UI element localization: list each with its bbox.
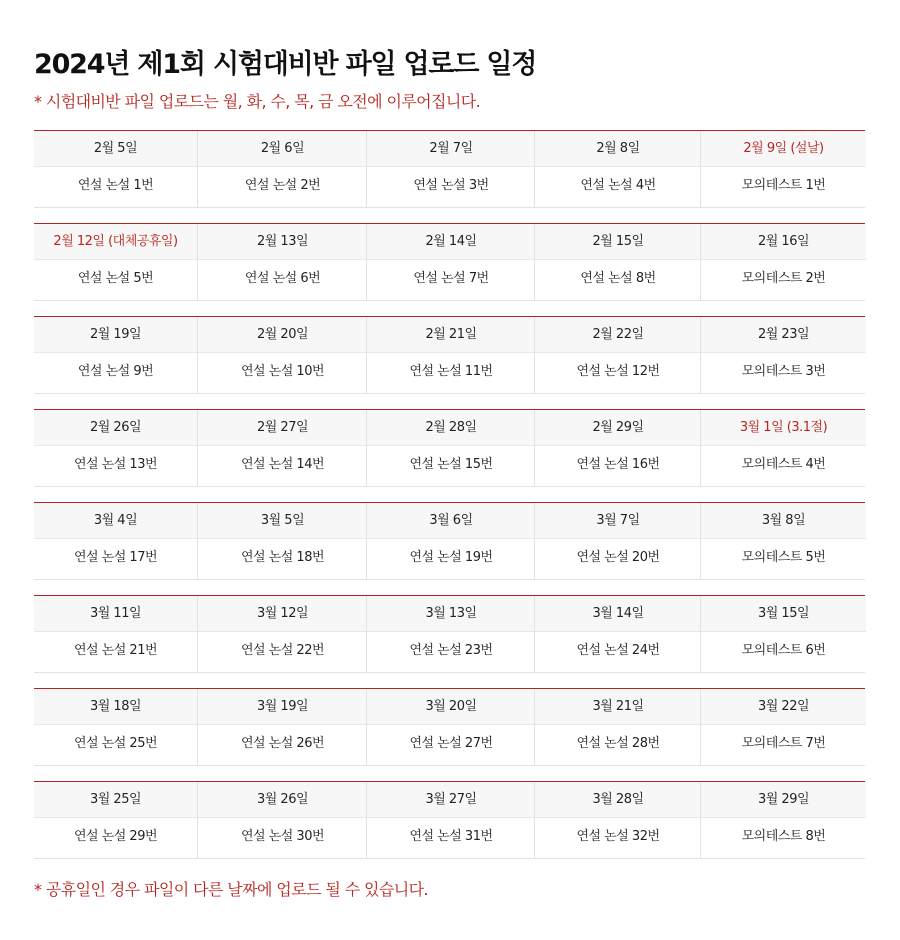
upload-item-label: 연설 논설 4번 (535, 167, 701, 207)
day-cell (366, 503, 535, 579)
day-cell (197, 596, 367, 672)
day-cell (534, 689, 701, 765)
week-row (34, 595, 865, 673)
date-label: 3월 4일 (34, 503, 197, 539)
day-cell (197, 410, 367, 486)
date-label: 2월 19일 (34, 317, 197, 353)
upload-item-label: 모의테스트 3번 (701, 353, 866, 393)
holiday-date-label: 2월 12일 (대체공휴일) (34, 224, 197, 260)
upload-item-label: 연설 논설 2번 (198, 167, 367, 207)
day-cell (366, 596, 535, 672)
holiday-date-label: 3월 1일 (3.1절) (701, 410, 866, 446)
week-row (34, 409, 865, 487)
upload-item-label: 연설 논설 31번 (367, 818, 535, 858)
day-cell (34, 131, 197, 207)
date-label: 2월 20일 (198, 317, 367, 353)
upload-item-label: 연설 논설 20번 (535, 539, 701, 579)
day-cell (197, 317, 367, 393)
day-cell (700, 596, 866, 672)
date-label: 2월 21일 (367, 317, 535, 353)
date-label: 2월 8일 (535, 131, 701, 167)
day-cell (366, 224, 535, 300)
date-label: 3월 27일 (367, 782, 535, 818)
date-label: 3월 19일 (198, 689, 367, 725)
date-label: 2월 6일 (198, 131, 367, 167)
date-label: 2월 14일 (367, 224, 535, 260)
date-label: 2월 15일 (535, 224, 701, 260)
date-label: 3월 15일 (701, 596, 866, 632)
day-cell (534, 782, 701, 858)
holiday-footnote: * 공휴일인 경우 파일이 다른 날짜에 업로드 될 수 있습니다. (34, 880, 428, 899)
day-cell (34, 689, 197, 765)
day-cell (197, 689, 367, 765)
upload-item-label: 연설 논설 12번 (535, 353, 701, 393)
date-label: 3월 20일 (367, 689, 535, 725)
day-cell (34, 503, 197, 579)
upload-item-label: 연설 논설 6번 (198, 260, 367, 300)
day-cell (700, 317, 866, 393)
upload-item-label: 연설 논설 17번 (34, 539, 197, 579)
date-label: 3월 11일 (34, 596, 197, 632)
day-cell (700, 503, 866, 579)
upload-item-label: 연설 논설 26번 (198, 725, 367, 765)
day-cell (366, 782, 535, 858)
day-cell (197, 503, 367, 579)
date-label: 2월 22일 (535, 317, 701, 353)
day-cell (534, 317, 701, 393)
date-label: 3월 22일 (701, 689, 866, 725)
upload-item-label: 연설 논설 30번 (198, 818, 367, 858)
day-cell (34, 782, 197, 858)
upload-item-label: 연설 논설 7번 (367, 260, 535, 300)
day-cell (34, 410, 197, 486)
date-label: 2월 5일 (34, 131, 197, 167)
date-label: 3월 26일 (198, 782, 367, 818)
day-cell (534, 596, 701, 672)
upload-item-label: 연설 논설 27번 (367, 725, 535, 765)
date-label: 3월 25일 (34, 782, 197, 818)
upload-item-label: 연설 논설 15번 (367, 446, 535, 486)
upload-item-label: 연설 논설 21번 (34, 632, 197, 672)
date-label: 2월 7일 (367, 131, 535, 167)
date-label: 3월 21일 (535, 689, 701, 725)
day-cell (366, 131, 535, 207)
day-cell (34, 596, 197, 672)
upload-item-label: 연설 논설 28번 (535, 725, 701, 765)
date-label: 2월 23일 (701, 317, 866, 353)
day-cell (197, 782, 367, 858)
date-label: 2월 16일 (701, 224, 866, 260)
day-cell (534, 410, 701, 486)
week-row (34, 502, 865, 580)
upload-item-label: 연설 논설 22번 (198, 632, 367, 672)
upload-days-note: * 시험대비반 파일 업로드는 월, 화, 수, 목, 금 오전에 이루어집니다. (34, 92, 481, 111)
date-label: 2월 29일 (535, 410, 701, 446)
upload-item-label: 모의테스트 2번 (701, 260, 866, 300)
day-cell (700, 131, 866, 207)
day-cell (534, 503, 701, 579)
date-label: 3월 6일 (367, 503, 535, 539)
upload-item-label: 연설 논설 13번 (34, 446, 197, 486)
upload-item-label: 연설 논설 19번 (367, 539, 535, 579)
day-cell (366, 317, 535, 393)
date-label: 3월 12일 (198, 596, 367, 632)
date-label: 3월 28일 (535, 782, 701, 818)
upload-item-label: 연설 논설 32번 (535, 818, 701, 858)
upload-item-label: 연설 논설 18번 (198, 539, 367, 579)
day-cell (534, 224, 701, 300)
upload-item-label: 연설 논설 25번 (34, 725, 197, 765)
week-row (34, 781, 865, 859)
upload-item-label: 연설 논설 8번 (535, 260, 701, 300)
holiday-date-label: 2월 9일 (설날) (701, 131, 866, 167)
upload-item-label: 연설 논설 5번 (34, 260, 197, 300)
upload-item-label: 모의테스트 5번 (701, 539, 866, 579)
upload-item-label: 연설 논설 14번 (198, 446, 367, 486)
upload-item-label: 연설 논설 16번 (535, 446, 701, 486)
date-label: 3월 13일 (367, 596, 535, 632)
upload-item-label: 연설 논설 24번 (535, 632, 701, 672)
upload-item-label: 모의테스트 4번 (701, 446, 866, 486)
date-label: 3월 7일 (535, 503, 701, 539)
date-label: 2월 13일 (198, 224, 367, 260)
day-cell (366, 410, 535, 486)
week-row (34, 130, 865, 208)
upload-item-label: 연설 논설 9번 (34, 353, 197, 393)
day-cell (534, 131, 701, 207)
upload-item-label: 연설 논설 23번 (367, 632, 535, 672)
date-label: 2월 27일 (198, 410, 367, 446)
day-cell (700, 410, 866, 486)
upload-item-label: 모의테스트 1번 (701, 167, 866, 207)
day-cell (700, 689, 866, 765)
date-label: 3월 5일 (198, 503, 367, 539)
day-cell (700, 224, 866, 300)
upload-item-label: 연설 논설 3번 (367, 167, 535, 207)
day-cell (366, 689, 535, 765)
upload-item-label: 연설 논설 1번 (34, 167, 197, 207)
day-cell (700, 782, 866, 858)
week-row (34, 316, 865, 394)
upload-item-label: 모의테스트 6번 (701, 632, 866, 672)
upload-item-label: 모의테스트 7번 (701, 725, 866, 765)
upload-item-label: 연설 논설 29번 (34, 818, 197, 858)
upload-item-label: 모의테스트 8번 (701, 818, 866, 858)
day-cell (34, 224, 197, 300)
date-label: 3월 8일 (701, 503, 866, 539)
week-row (34, 688, 865, 766)
upload-item-label: 연설 논설 11번 (367, 353, 535, 393)
week-row (34, 223, 865, 301)
date-label: 2월 26일 (34, 410, 197, 446)
day-cell (197, 224, 367, 300)
page-title: 2024년 제1회 시험대비반 파일 업로드 일정 (34, 49, 537, 80)
date-label: 3월 14일 (535, 596, 701, 632)
upload-item-label: 연설 논설 10번 (198, 353, 367, 393)
date-label: 2월 28일 (367, 410, 535, 446)
date-label: 3월 29일 (701, 782, 866, 818)
day-cell (197, 131, 367, 207)
date-label: 3월 18일 (34, 689, 197, 725)
day-cell (34, 317, 197, 393)
